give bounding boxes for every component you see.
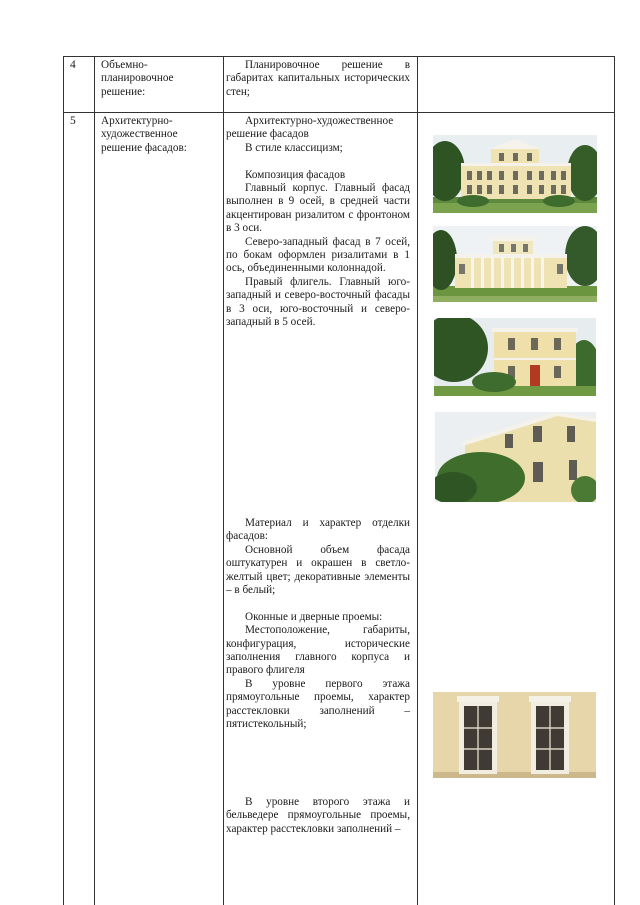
style-line: В стиле классицизм; (245, 141, 343, 154)
row-number: 5 (70, 115, 76, 127)
photo-right-wing-side-facade (435, 412, 596, 502)
table-column-divider-3 (417, 56, 418, 905)
photo-main-building-facade (433, 135, 597, 213)
table-border-right (614, 56, 615, 905)
openings-text: Местоположение, габариты, конфигурация, исторические заполнения главного корпуса и правого флигеля (226, 624, 410, 677)
material-text: Основной объем фасада оштукатурен и окрашен в светло-желтый цвет; декоративные элементы – в белый; (226, 543, 410, 597)
composition-title: Композиция фасадов (245, 168, 346, 181)
table-top-border (63, 56, 614, 57)
table-row-divider (63, 112, 614, 113)
row-text: Планировочное решение в габаритах капитальных исторических стен; (226, 59, 410, 98)
section-heading: Архитектурно-художественное решение фасадов (226, 115, 394, 141)
table-column-divider-1 (94, 56, 95, 905)
row-number: 4 (70, 59, 76, 71)
first-floor-text: В уровне первого этажа прямоугольные проемы, характер расстекловки заполнений – пятистекольный; (226, 677, 410, 731)
material-title: Материал и характер отделки фасадов: (226, 517, 410, 543)
material-text-block (226, 517, 410, 731)
composition-main: Главный корпус. Главный фасад выполнен в 9 осей, в средней части акцентирован ризалитом с фронтоном в 3 оси. (226, 182, 410, 235)
photo-first-floor-windows (433, 692, 596, 778)
row-label: Объемно-планировочное решение: (101, 59, 174, 98)
second-floor-text: В уровне второго этажа и бельведере прямоугольные проемы, характер расстекловки заполнений – (226, 796, 410, 835)
composition-northwest: Северо-западный фасад в 7 осей, по бокам оформлен ризалитами в 1 ось, объединенными колоннадой. (226, 235, 410, 275)
row-label: Архитектурно-художественное решение фасадов: (101, 115, 187, 154)
composition-wing: Правый флигель. Главный юго-западный и северо-восточный фасады в 3 оси, юго-восточный и северо-западный в 5 осей. (226, 275, 410, 329)
table-border-left (63, 56, 64, 905)
openings-title: Оконные и дверные проемы: (245, 610, 383, 623)
second-floor-block (226, 796, 410, 836)
photo-northwest-facade (433, 226, 597, 302)
table-column-divider-2 (223, 56, 224, 905)
facade-text-block (226, 115, 410, 329)
photo-right-wing-main-facade (434, 318, 596, 396)
